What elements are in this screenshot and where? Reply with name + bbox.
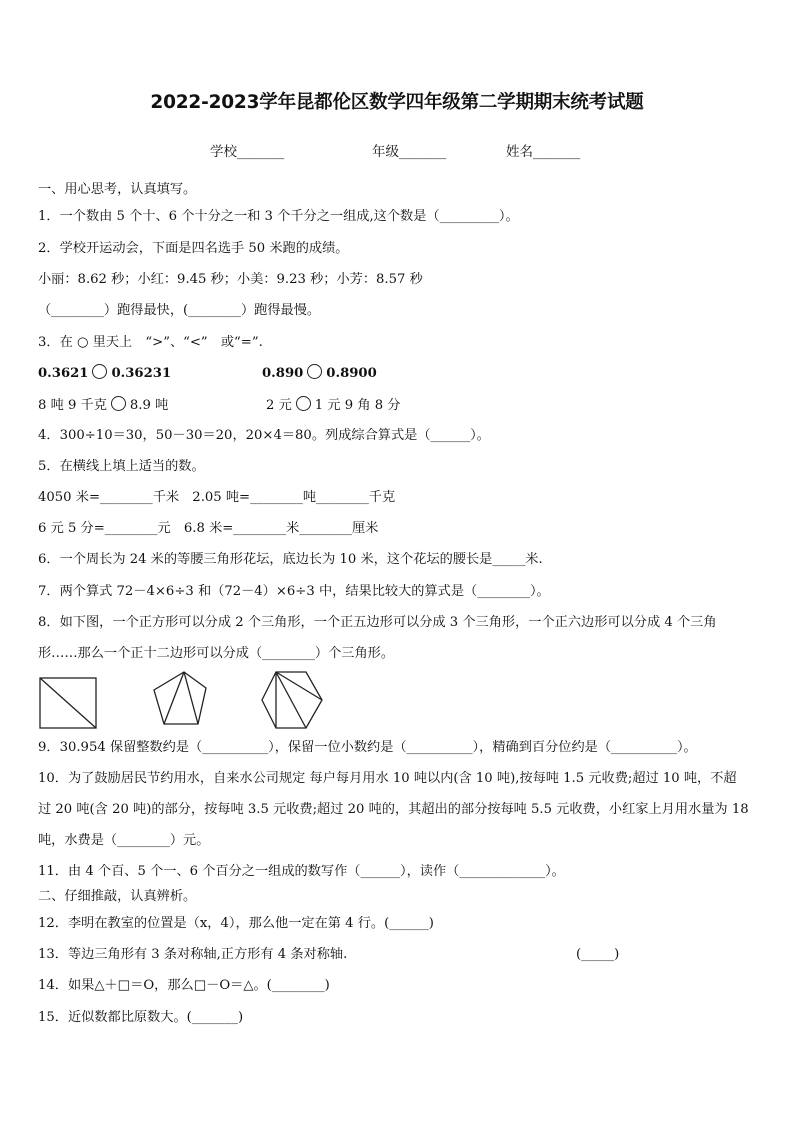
grade-field: 年级_______ bbox=[372, 144, 447, 160]
question-12: 12．李明在教室的位置是（x，4），那么他一定在第 4 行。(______) bbox=[38, 916, 434, 931]
question-15: 15．近似数都比原数大。(_______) bbox=[38, 1010, 244, 1025]
question-10-cont-2: 吨，水费是（________）元。 bbox=[38, 833, 210, 848]
polygon-figures bbox=[38, 668, 338, 732]
compare-row-1a bbox=[38, 364, 171, 383]
question-5-row-1: 4050 米=________千米 2.05 吨=________吨________千克 bbox=[38, 490, 396, 505]
page-title: 2022-2023学年昆都伦区数学四年级第二学期期末统考试题 bbox=[150, 92, 644, 113]
section-heading-2: 二、仔细推敲，认真辨析。 bbox=[38, 889, 197, 904]
compare-row-2a bbox=[38, 396, 168, 415]
compare-circle-icon[interactable] bbox=[296, 396, 311, 411]
question-13: 13．等边三角形有 3 条对称轴,正方形有 4 条对称轴. bbox=[38, 947, 348, 962]
compare-right: 0.36231 bbox=[111, 366, 172, 381]
compare-right: 8.9 吨 bbox=[129, 398, 169, 413]
question-4: 4．300÷10＝30，50－30＝20，20×4＝80。列成综合算式是（______）。 bbox=[38, 428, 490, 443]
question-2-results: 小丽：8.62 秒；小红：9.45 秒；小美：9.23 秒；小芳：8.57 秒 bbox=[38, 272, 423, 287]
question-6: 6．一个周长为 24 米的等腰三角形花坛，底边长为 10 米，这个花坛的腰长是_____米. bbox=[38, 552, 543, 567]
question-10: 10．为了鼓励居民节约用水，自来水公司规定 每户每月用水 10 吨以内(含 10 吨),按每吨 1.5 元收费;超过 10 吨，不超 bbox=[38, 771, 737, 786]
question-5-row-2: 6 元 5 分=________元 6.8 米=________米________厘米 bbox=[38, 521, 379, 536]
question-13-answer: (_____) bbox=[576, 947, 620, 962]
compare-row-1b bbox=[262, 364, 377, 383]
compare-circle-icon[interactable] bbox=[111, 396, 126, 411]
school-field: 学校_______ bbox=[210, 144, 285, 160]
compare-right: 1 元 9 角 8 分 bbox=[314, 398, 401, 413]
question-14: 14．如果△＋□＝O，那么□－O＝△。(________) bbox=[38, 978, 330, 993]
name-field: 姓名_______ bbox=[506, 144, 581, 160]
section-heading-1: 一、用心思考，认真填写。 bbox=[38, 182, 197, 197]
compare-row-2b bbox=[266, 396, 400, 415]
question-8-cont: 形……那么一个正十二边形可以分成（________）个三角形。 bbox=[38, 646, 395, 661]
question-9: 9．30.954 保留整数约是（__________），保留一位小数约是（__________），精确到百分位约是（__________）。 bbox=[38, 740, 697, 755]
question-10-cont: 过 20 吨(含 20 吨)的部分，按每吨 3.5 元收费;超过 20 吨的，其超出的部分按每吨 5.5 元收费，小红家上月用水量为 18 bbox=[38, 802, 749, 817]
compare-left: 2 元 bbox=[266, 398, 292, 413]
hexagon-figure bbox=[262, 672, 322, 728]
compare-left: 8 吨 9 千克 bbox=[38, 398, 107, 413]
square-figure bbox=[40, 678, 96, 728]
compare-circle-icon[interactable] bbox=[92, 364, 107, 379]
question-11: 11．由 4 个百、5 个一、6 个百分之一组成的数写作（______），读作（_____________）。 bbox=[38, 864, 565, 879]
compare-circle-icon[interactable] bbox=[307, 364, 322, 379]
question-8: 8．如下图，一个正方形可以分成 2 个三角形，一个正五边形可以分成 3 个三角形，一个正六边形可以分成 4 个三角 bbox=[38, 615, 717, 630]
compare-left: 0.3621 bbox=[38, 366, 89, 381]
question-2-blanks: （________）跑得最快，(________）跑得最慢。 bbox=[38, 303, 321, 318]
question-3: 3．在 ○ 里天上 “>”、“<” 或“=”. bbox=[38, 335, 263, 350]
question-7: 7．两个算式 72－4×6÷3 和（72－4）×6÷3 中，结果比较大的算式是（________）。 bbox=[38, 584, 550, 599]
pentagon-figure bbox=[154, 672, 206, 724]
compare-left: 0.890 bbox=[262, 366, 304, 381]
compare-right: 0.8900 bbox=[326, 366, 377, 381]
question-1: 1．一个数由 5 个十、6 个十分之一和 3 个千分之一组成,这个数是（_________）。 bbox=[38, 209, 519, 224]
question-2: 2．学校开运动会，下面是四名选手 50 米跑的成绩。 bbox=[38, 241, 349, 256]
question-5: 5．在横线上填上适当的数。 bbox=[38, 459, 205, 474]
